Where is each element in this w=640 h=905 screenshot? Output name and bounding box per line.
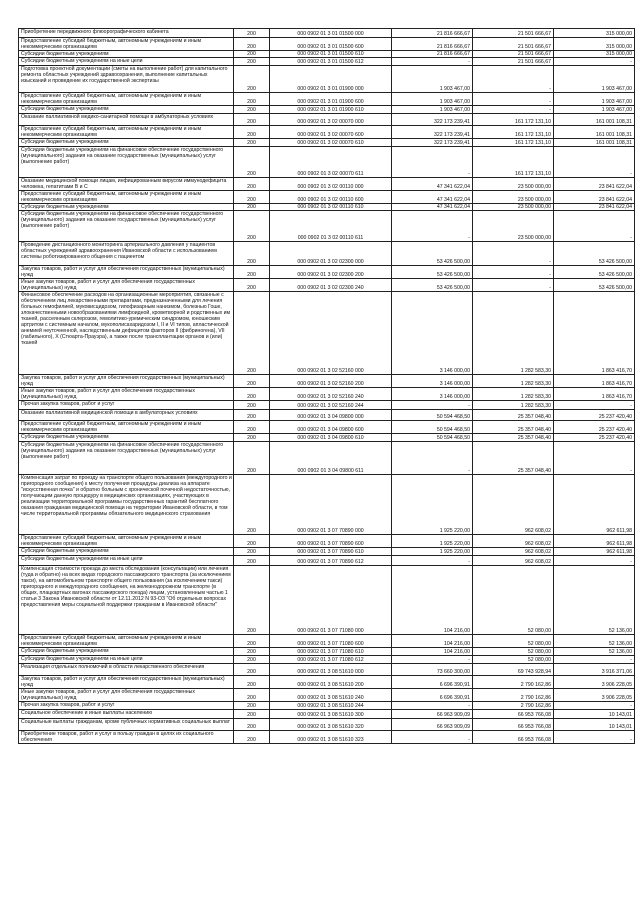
row-executed-amount-cell: 962 608,02 <box>473 548 554 556</box>
row-classification-cell: 000 0902 01 3 02 00110 610 <box>270 203 392 211</box>
row-name-cell: Предоставление субсидий бюджетным, автономным учреждениям и иным некоммерческим организациям <box>19 421 234 434</box>
row-approved-amount-cell: 3 146 000,00 <box>392 387 473 400</box>
row-executed-amount-cell: 25 357 048,40 <box>473 409 554 421</box>
row-unexecuted-amount-cell: 23 841 622,04 <box>554 177 635 190</box>
row-unexecuted-amount-cell: 53 426 500,00 <box>554 242 635 265</box>
row-classification-cell: 000 0902 01 3 07 71080 000 <box>270 565 392 635</box>
row-code-cell: 200 <box>234 730 270 743</box>
row-unexecuted-amount-cell: - <box>554 400 635 409</box>
table-row <box>19 434 635 442</box>
table-row <box>19 710 635 719</box>
table-row <box>19 648 635 656</box>
row-classification-cell: 000 0902 01 3 01 01500 610 <box>270 50 392 58</box>
row-name-cell: Субсидии бюджетным учреждениям <box>19 138 234 146</box>
row-name-cell: Субсидии бюджетным учреждениям на финансовое обеспечение государственного (муниципального) задания на оказание государственных (муниципальных) услуг (выполнение работ) <box>19 442 234 475</box>
row-executed-amount-cell: - <box>473 106 554 114</box>
row-approved-amount-cell: - <box>392 555 473 565</box>
row-name-cell: Компенсация стоимости проезда до места обследования (консультации) или лечения (туда и обратно) на всех видах городского пассажирского транспорта (за исключением такси), на автомобильном транспорте общего пользования (за исключением такси) пригородного и междугородного сообщения, на железнодорожном транспорте (в общих, плацкартных вагонах пассажирского поезда) лицам, установленным частью 1 статьи 3 Закона Ивановской области от 12.11.2012 N 93-ОЗ "Об отдельных вопросах предоставления меры социальной поддержки гражданам в Ивановской области" <box>19 565 234 635</box>
table-row <box>19 565 635 635</box>
row-executed-amount-cell: 23 500 000,00 <box>473 203 554 211</box>
row-classification-cell: 000 0902 01 3 02 52160 240 <box>270 387 392 400</box>
row-approved-amount-cell: 322 173 239,41 <box>392 125 473 138</box>
row-code-cell: 200 <box>234 146 270 177</box>
row-executed-amount-cell: 161 172 131,10 <box>473 146 554 177</box>
row-executed-amount-cell: - <box>473 93 554 106</box>
row-executed-amount-cell: - <box>473 242 554 265</box>
row-executed-amount-cell: 25 357 048,40 <box>473 421 554 434</box>
row-approved-amount-cell: 104 216,00 <box>392 635 473 648</box>
row-approved-amount-cell: 104 216,00 <box>392 648 473 656</box>
row-executed-amount-cell: - <box>473 66 554 93</box>
row-executed-amount-cell: 161 172 131,10 <box>473 114 554 126</box>
row-unexecuted-amount-cell: 1 903 467,00 <box>554 66 635 93</box>
row-approved-amount-cell: 66 963 909,09 <box>392 719 473 731</box>
table-row <box>19 400 635 409</box>
row-approved-amount-cell: - <box>392 58 473 66</box>
row-name-cell: Субсидии бюджетным учреждениям <box>19 203 234 211</box>
row-name-cell: Социальное обеспечение и иные выплаты населению <box>19 710 234 719</box>
row-unexecuted-amount-cell: 23 841 622,04 <box>554 190 635 203</box>
row-approved-amount-cell: 66 963 909,09 <box>392 710 473 719</box>
row-code-cell: 200 <box>234 442 270 475</box>
row-code-cell: 200 <box>234 648 270 656</box>
row-code-cell: 200 <box>234 138 270 146</box>
row-executed-amount-cell: 52 080,00 <box>473 656 554 664</box>
row-code-cell: 200 <box>234 291 270 374</box>
row-approved-amount-cell: 21 816 666,67 <box>392 37 473 50</box>
row-classification-cell: 000 0902 01 3 07 71080 612 <box>270 656 392 664</box>
row-name-cell: Субсидии бюджетным учреждениям на иные цели <box>19 58 234 66</box>
table-row <box>19 66 635 93</box>
table-row <box>19 374 635 387</box>
row-code-cell: 200 <box>234 710 270 719</box>
row-name-cell: Субсидии бюджетным учреждениям <box>19 106 234 114</box>
row-classification-cell: 000 0902 01 3 02 02300 000 <box>270 242 392 265</box>
row-executed-amount-cell: 52 080,00 <box>473 565 554 635</box>
row-executed-amount-cell: 25 357 048,40 <box>473 442 554 475</box>
row-code-cell: 200 <box>234 548 270 556</box>
row-code-cell: 200 <box>234 93 270 106</box>
table-row <box>19 656 635 664</box>
row-approved-amount-cell: 3 146 000,00 <box>392 374 473 387</box>
row-approved-amount-cell: - <box>392 211 473 242</box>
row-name-cell: Оказание паллиативной медицинской помощи в амбулаторных условиях <box>19 409 234 421</box>
row-name-cell: Предоставление субсидий бюджетным, автономным учреждениям и иным некоммерческим организациям <box>19 635 234 648</box>
table-row <box>19 50 635 58</box>
row-approved-amount-cell: 1 903 467,00 <box>392 66 473 93</box>
row-executed-amount-cell: 23 500 000,00 <box>473 211 554 242</box>
row-name-cell: Субсидии бюджетным учреждениям на финансовое обеспечение государственного (муниципального) задания на оказание государственных (муниципальных) услуг (выполнение работ) <box>19 211 234 242</box>
table-row <box>19 555 635 565</box>
table-row <box>19 675 635 688</box>
row-approved-amount-cell: 21 816 666,67 <box>392 50 473 58</box>
row-code-cell: 200 <box>234 203 270 211</box>
row-unexecuted-amount-cell: 10 143,01 <box>554 719 635 731</box>
row-classification-cell: 000 0902 01 3 02 02300 200 <box>270 265 392 278</box>
table-row <box>19 548 635 556</box>
row-unexecuted-amount-cell: - <box>554 701 635 710</box>
row-approved-amount-cell: - <box>392 400 473 409</box>
row-classification-cell: 000 0902 01 3 07 70890 610 <box>270 548 392 556</box>
row-name-cell: Иные закупки товаров, работ и услуг для обеспечения государственных (муниципальных) нужд <box>19 278 234 291</box>
row-classification-cell: 000 0902 01 3 04 09800 000 <box>270 409 392 421</box>
row-code-cell: 200 <box>234 719 270 731</box>
row-approved-amount-cell: 53 426 500,00 <box>392 278 473 291</box>
table-row <box>19 635 635 648</box>
row-executed-amount-cell: - <box>473 265 554 278</box>
table-row <box>19 29 635 38</box>
row-approved-amount-cell: 3 146 000,00 <box>392 291 473 374</box>
row-classification-cell: 000 0902 01 3 04 09800 610 <box>270 434 392 442</box>
row-classification-cell: 000 0902 01 3 01 01900 000 <box>270 66 392 93</box>
row-approved-amount-cell: 6 696 390,91 <box>392 688 473 701</box>
row-executed-amount-cell: 66 953 766,08 <box>473 730 554 743</box>
row-approved-amount-cell: 73 660 300,00 <box>392 663 473 675</box>
row-classification-cell: 000 0902 01 3 01 01900 610 <box>270 106 392 114</box>
row-unexecuted-amount-cell: - <box>554 730 635 743</box>
row-code-cell: 200 <box>234 663 270 675</box>
row-code-cell: 200 <box>234 555 270 565</box>
table-row <box>19 409 635 421</box>
row-name-cell: Субсидии бюджетным учреждениям на иные цели <box>19 656 234 664</box>
table-row <box>19 475 635 535</box>
row-executed-amount-cell: 1 282 583,30 <box>473 387 554 400</box>
row-unexecuted-amount-cell: 25 237 420,40 <box>554 421 635 434</box>
row-approved-amount-cell: 104 216,00 <box>392 565 473 635</box>
row-unexecuted-amount-cell: 962 611,98 <box>554 535 635 548</box>
row-name-cell: Предоставление субсидий бюджетным, автономным учреждениям и иным некоммерческим организациям <box>19 190 234 203</box>
row-approved-amount-cell: 47 341 622,04 <box>392 203 473 211</box>
row-code-cell: 200 <box>234 37 270 50</box>
row-approved-amount-cell: 6 696 390,91 <box>392 675 473 688</box>
row-classification-cell: 000 0902 01 3 01 01500 612 <box>270 58 392 66</box>
row-unexecuted-amount-cell: 3 916 371,06 <box>554 663 635 675</box>
row-classification-cell: 000 0902 01 3 07 70890 000 <box>270 475 392 535</box>
row-approved-amount-cell: 322 173 239,41 <box>392 138 473 146</box>
row-executed-amount-cell: 21 501 666,67 <box>473 58 554 66</box>
row-approved-amount-cell: 1 925 220,00 <box>392 548 473 556</box>
row-code-cell: 200 <box>234 29 270 38</box>
row-executed-amount-cell: 962 608,02 <box>473 475 554 535</box>
row-classification-cell: 000 0902 01 3 02 00110 600 <box>270 190 392 203</box>
row-unexecuted-amount-cell: 1 903 467,00 <box>554 93 635 106</box>
table-row <box>19 688 635 701</box>
row-name-cell: Социальные выплаты гражданам, кроме публичных нормативных социальных выплат <box>19 719 234 731</box>
table-row <box>19 177 635 190</box>
row-executed-amount-cell: 66 953 766,08 <box>473 719 554 731</box>
row-unexecuted-amount-cell: 3 906 228,05 <box>554 675 635 688</box>
row-unexecuted-amount-cell: 53 426 500,00 <box>554 265 635 278</box>
row-classification-cell: 000 0902 01 3 08 51610 244 <box>270 701 392 710</box>
budget-table-body <box>19 29 635 744</box>
row-name-cell: Закупка товаров, работ и услуг для обеспечения государственных (муниципальных) нужд <box>19 675 234 688</box>
row-approved-amount-cell: 53 426 500,00 <box>392 242 473 265</box>
row-code-cell: 200 <box>234 66 270 93</box>
row-unexecuted-amount-cell: 52 136,00 <box>554 635 635 648</box>
row-unexecuted-amount-cell: - <box>554 146 635 177</box>
row-classification-cell: 000 0902 01 3 08 51610 300 <box>270 710 392 719</box>
row-executed-amount-cell: 21 501 666,67 <box>473 29 554 38</box>
row-approved-amount-cell: 53 426 500,00 <box>392 265 473 278</box>
row-name-cell: Иные закупки товаров, работ и услуг для обеспечения государственных (муниципальных) нужд <box>19 387 234 400</box>
row-name-cell: Оказание паллиативной медико-санитарной помощи в амбулаторных условиях <box>19 114 234 126</box>
row-unexecuted-amount-cell: 161 001 108,31 <box>554 114 635 126</box>
row-code-cell: 200 <box>234 701 270 710</box>
row-classification-cell: 000 0902 01 3 02 52160 244 <box>270 400 392 409</box>
row-approved-amount-cell: 47 341 622,04 <box>392 177 473 190</box>
row-classification-cell: 000 0902 01 3 02 52160 000 <box>270 291 392 374</box>
row-executed-amount-cell: 2 790 162,86 <box>473 675 554 688</box>
table-row <box>19 701 635 710</box>
row-approved-amount-cell: - <box>392 656 473 664</box>
row-name-cell: Прочая закупка товаров, работ и услуг <box>19 701 234 710</box>
row-approved-amount-cell: 1 925 220,00 <box>392 475 473 535</box>
row-approved-amount-cell: - <box>392 146 473 177</box>
row-approved-amount-cell: 47 341 622,04 <box>392 190 473 203</box>
row-unexecuted-amount-cell: 52 136,00 <box>554 565 635 635</box>
row-name-cell: Предоставление субсидий бюджетным, автономным учреждениям и иным некоммерческим организациям <box>19 37 234 50</box>
row-classification-cell: 000 0902 01 3 01 01900 600 <box>270 93 392 106</box>
row-classification-cell: 000 0902 01 3 01 01500 000 <box>270 29 392 38</box>
row-code-cell: 200 <box>234 409 270 421</box>
budget-table <box>18 28 635 744</box>
row-unexecuted-amount-cell: 161 001 108,31 <box>554 138 635 146</box>
row-unexecuted-amount-cell: 962 611,98 <box>554 548 635 556</box>
table-row <box>19 37 635 50</box>
row-code-cell: 200 <box>234 374 270 387</box>
row-unexecuted-amount-cell: 161 001 108,31 <box>554 125 635 138</box>
row-name-cell: Субсидии бюджетным учреждениям <box>19 548 234 556</box>
row-name-cell: Приобретение передвижного флюорографического кабинета <box>19 29 234 38</box>
row-classification-cell: 000 0902 01 3 07 70890 600 <box>270 535 392 548</box>
row-name-cell: Субсидии бюджетным учреждениям <box>19 434 234 442</box>
row-approved-amount-cell: - <box>392 730 473 743</box>
row-classification-cell: 000 0902 01 3 02 00110 000 <box>270 177 392 190</box>
row-code-cell: 200 <box>234 535 270 548</box>
row-code-cell: 200 <box>234 242 270 265</box>
row-name-cell: Предоставление субсидий бюджетным, автономным учреждениям и иным некоммерческим организациям <box>19 535 234 548</box>
table-row <box>19 146 635 177</box>
table-row <box>19 125 635 138</box>
table-row <box>19 265 635 278</box>
row-classification-cell: 000 0902 01 3 08 51610 200 <box>270 675 392 688</box>
row-classification-cell: 000 0902 01 3 04 09800 611 <box>270 442 392 475</box>
table-row <box>19 114 635 126</box>
row-executed-amount-cell: 23 500 000,00 <box>473 190 554 203</box>
row-name-cell: Иные закупки товаров, работ и услуг для обеспечения государственных (муниципальных) нужд <box>19 688 234 701</box>
row-name-cell: Подготовка проектной документации (сметы на выполнение работ) для капитального ремонта областных учреждений здравоохранения, выполнение капитальных изысканий и проведение их государственной экспертизы <box>19 66 234 93</box>
row-executed-amount-cell: 21 501 666,67 <box>473 37 554 50</box>
row-name-cell: Предоставление субсидий бюджетным, автономным учреждениям и иным некоммерческим организациям <box>19 93 234 106</box>
row-approved-amount-cell: - <box>392 442 473 475</box>
row-classification-cell: 000 0902 01 3 07 71080 610 <box>270 648 392 656</box>
row-classification-cell: 000 0902 01 3 07 71080 600 <box>270 635 392 648</box>
row-executed-amount-cell: 1 282 583,30 <box>473 291 554 374</box>
row-executed-amount-cell: 962 608,02 <box>473 535 554 548</box>
row-executed-amount-cell: 23 500 000,00 <box>473 177 554 190</box>
row-unexecuted-amount-cell: 1 863 416,70 <box>554 387 635 400</box>
row-name-cell: Закупка товаров, работ и услуг для обеспечения государственных (муниципальных) нужд <box>19 374 234 387</box>
row-executed-amount-cell: 66 953 766,08 <box>473 710 554 719</box>
row-code-cell: 200 <box>234 190 270 203</box>
row-approved-amount-cell: 50 594 468,50 <box>392 421 473 434</box>
table-row <box>19 291 635 374</box>
row-code-cell: 200 <box>234 50 270 58</box>
row-classification-cell: 000 0902 01 3 08 51610 000 <box>270 663 392 675</box>
row-executed-amount-cell: 69 743 928,94 <box>473 663 554 675</box>
row-code-cell: 200 <box>234 675 270 688</box>
row-unexecuted-amount-cell: 315 000,00 <box>554 29 635 38</box>
row-name-cell: Оказание медицинской помощи лицам, инфицированным вирусом иммунодефицита человека, гепатитами В и С <box>19 177 234 190</box>
row-classification-cell: 000 0902 01 3 02 00070 611 <box>270 146 392 177</box>
table-row <box>19 106 635 114</box>
row-name-cell: Субсидии бюджетным учреждениям на иные цели <box>19 555 234 565</box>
row-code-cell: 200 <box>234 400 270 409</box>
row-executed-amount-cell: 161 172 131,10 <box>473 138 554 146</box>
row-name-cell: Приобретение товаров, работ и услуг в пользу граждан в целях их социального обеспечения <box>19 730 234 743</box>
table-row <box>19 203 635 211</box>
row-name-cell: Реализация отдельных полномочий в области лекарственного обеспечения <box>19 663 234 675</box>
row-approved-amount-cell: 1 903 467,00 <box>392 106 473 114</box>
row-classification-cell: 000 0902 01 3 02 02300 240 <box>270 278 392 291</box>
row-unexecuted-amount-cell: 10 143,01 <box>554 710 635 719</box>
row-code-cell: 200 <box>234 265 270 278</box>
row-approved-amount-cell: 1 925 220,00 <box>392 535 473 548</box>
row-code-cell: 200 <box>234 421 270 434</box>
row-code-cell: 200 <box>234 114 270 126</box>
row-unexecuted-amount-cell: 315 000,00 <box>554 37 635 50</box>
row-name-cell: Субсидии бюджетным учреждениям на финансовое обеспечение государственного (муниципального) задания на оказание государственных (муниципальных) услуг (выполнение работ) <box>19 146 234 177</box>
table-row <box>19 58 635 66</box>
row-approved-amount-cell: 21 816 666,67 <box>392 29 473 38</box>
row-unexecuted-amount-cell: 1 863 416,70 <box>554 291 635 374</box>
row-classification-cell: 000 0902 01 3 07 70890 612 <box>270 555 392 565</box>
row-name-cell: Финансовое обеспечение расходов на организационные мероприятия, связанные с обеспечением лиц лекарственными препаратами, предназначенными для лечения больных гемофилией, муковисцидозом, гипофизарным нанизмом, болезнью Гоше, злокачественными новообразованиями лимфоидной, кроветворной и родственных им тканей, рассеянным склерозом, гемолитико-уремическим синдромом, юношеским артритом с системным началом, мукополисахаридозом I, II и VI типов, апластической анемией неуточненной, наследственным дефицитом факторов II (фибриногена), VII (лабильного), X (Стюарта-Прауэра), а также после трансплантации органов и (или) тканей <box>19 291 234 374</box>
row-executed-amount-cell: 1 282 583,30 <box>473 400 554 409</box>
row-classification-cell: 000 0902 01 3 02 00070 600 <box>270 125 392 138</box>
row-executed-amount-cell: 161 172 131,10 <box>473 125 554 138</box>
row-name-cell: Компенсация затрат по проезду на транспорте общего пользования (междугородного и пригородного сообщения) к месту получения процедуры диализа на аппарате "искусственная почка" и обратно больным с хронической почечной недостаточностью, получающим данную процедуру в медицинских организациях, участвующих в реализации территориальной программы государственных гарантий бесплатного оказания гражданам медицинской помощи на территории Ивановской области, в том числе территориальной программы обязательного медицинского страхования <box>19 475 234 535</box>
row-code-cell: 200 <box>234 106 270 114</box>
row-code-cell: 200 <box>234 278 270 291</box>
row-approved-amount-cell: 1 903 467,00 <box>392 93 473 106</box>
row-executed-amount-cell: 2 790 162,86 <box>473 701 554 710</box>
row-unexecuted-amount-cell: 3 906 228,05 <box>554 688 635 701</box>
row-unexecuted-amount-cell: - <box>554 442 635 475</box>
row-executed-amount-cell: 962 608,02 <box>473 555 554 565</box>
table-row <box>19 211 635 242</box>
row-unexecuted-amount-cell: - <box>554 555 635 565</box>
row-unexecuted-amount-cell: 53 426 500,00 <box>554 278 635 291</box>
table-row <box>19 387 635 400</box>
row-approved-amount-cell: - <box>392 701 473 710</box>
row-executed-amount-cell: - <box>473 278 554 291</box>
row-unexecuted-amount-cell: 23 841 622,04 <box>554 203 635 211</box>
row-unexecuted-amount-cell: - <box>554 58 635 66</box>
row-executed-amount-cell: 52 080,00 <box>473 648 554 656</box>
table-row <box>19 242 635 265</box>
row-approved-amount-cell: 50 594 468,50 <box>392 409 473 421</box>
table-row <box>19 730 635 743</box>
row-name-cell: Прочая закупка товаров, работ и услуг <box>19 400 234 409</box>
table-row <box>19 138 635 146</box>
row-classification-cell: 000 0902 01 3 08 51610 320 <box>270 719 392 731</box>
row-unexecuted-amount-cell: 1 903 467,00 <box>554 106 635 114</box>
table-row <box>19 278 635 291</box>
table-row <box>19 190 635 203</box>
row-unexecuted-amount-cell: 1 863 416,70 <box>554 374 635 387</box>
table-row <box>19 442 635 475</box>
row-code-cell: 200 <box>234 565 270 635</box>
row-approved-amount-cell: 322 173 239,41 <box>392 114 473 126</box>
row-classification-cell: 000 0902 01 3 01 01500 600 <box>270 37 392 50</box>
row-classification-cell: 000 0902 01 3 02 00110 611 <box>270 211 392 242</box>
row-classification-cell: 000 0902 01 3 02 00070 610 <box>270 138 392 146</box>
row-code-cell: 200 <box>234 475 270 535</box>
row-name-cell: Закупка товаров, работ и услуг для обеспечения государственных (муниципальных) нужд <box>19 265 234 278</box>
row-name-cell: Субсидии бюджетным учреждениям <box>19 648 234 656</box>
row-executed-amount-cell: 1 282 583,30 <box>473 374 554 387</box>
row-unexecuted-amount-cell: 315 000,00 <box>554 50 635 58</box>
row-code-cell: 200 <box>234 656 270 664</box>
row-unexecuted-amount-cell: 25 237 420,40 <box>554 409 635 421</box>
row-code-cell: 200 <box>234 635 270 648</box>
row-classification-cell: 000 0902 01 3 02 00070 000 <box>270 114 392 126</box>
row-name-cell: Предоставление субсидий бюджетным, автономным учреждениям и иным некоммерческим организациям <box>19 125 234 138</box>
row-code-cell: 200 <box>234 434 270 442</box>
table-row <box>19 93 635 106</box>
row-unexecuted-amount-cell: 962 611,98 <box>554 475 635 535</box>
row-code-cell: 200 <box>234 177 270 190</box>
row-classification-cell: 000 0902 01 3 08 51610 240 <box>270 688 392 701</box>
table-row <box>19 421 635 434</box>
table-row <box>19 719 635 731</box>
row-code-cell: 200 <box>234 58 270 66</box>
row-unexecuted-amount-cell: - <box>554 211 635 242</box>
row-classification-cell: 000 0902 01 3 02 52160 200 <box>270 374 392 387</box>
row-name-cell: Проведение дистанционного мониторинга артериального давления у пациентов областных учреждений здравоохранения Ивановской области с использованием системы роботизированного общения с пациентом <box>19 242 234 265</box>
row-code-cell: 200 <box>234 688 270 701</box>
row-executed-amount-cell: 2 790 162,86 <box>473 688 554 701</box>
row-executed-amount-cell: 25 357 048,40 <box>473 434 554 442</box>
row-executed-amount-cell: 21 501 666,67 <box>473 50 554 58</box>
row-approved-amount-cell: 50 594 468,50 <box>392 434 473 442</box>
row-code-cell: 200 <box>234 125 270 138</box>
row-classification-cell: 000 0902 01 3 08 51610 323 <box>270 730 392 743</box>
table-row <box>19 663 635 675</box>
row-code-cell: 200 <box>234 211 270 242</box>
row-unexecuted-amount-cell: - <box>554 656 635 664</box>
row-unexecuted-amount-cell: 25 237 420,40 <box>554 434 635 442</box>
row-unexecuted-amount-cell: 52 136,00 <box>554 648 635 656</box>
row-classification-cell: 000 0902 01 3 04 09800 600 <box>270 421 392 434</box>
row-name-cell: Субсидии бюджетным учреждениям <box>19 50 234 58</box>
row-code-cell: 200 <box>234 387 270 400</box>
table-row <box>19 535 635 548</box>
row-executed-amount-cell: 52 080,00 <box>473 635 554 648</box>
